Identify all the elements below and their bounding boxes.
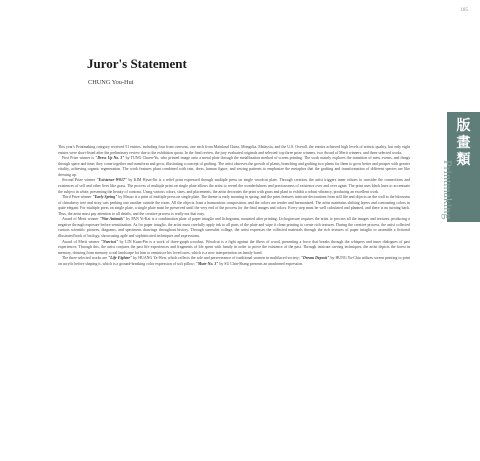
paragraph	[58, 240, 410, 257]
work-title: "Existence-W017"	[96, 178, 128, 183]
paragraph	[58, 256, 410, 267]
paragraph-text: by SU Chin-Shang presents an unadorned expression.	[218, 261, 304, 266]
work-title: "Mute-No. 3"	[195, 261, 219, 266]
paragraph	[58, 156, 410, 178]
paragraph-text: by TUNG Chuen-Yu, who printed image onto a metal plate through the metallization method of screen printing. The work mainly explores the transition of men, events, and things through space and time; they come together and transform and grow, illustrating a concept of grafting. The artist observes the growth of plants, branching and grafting two plants for them to grow better and prosper with greater vitality, achieving organic regeneration. The work features plant combined with rain, dress, human figure, and sewing patterns to emphasize the metaphor that the grafting and transformation of different species are like dressing up.	[58, 156, 411, 177]
paragraph-text: First Prize winner is	[62, 156, 96, 161]
paragraph-text: This year's Printmaking category received 51 entries, including four from overseas, one each from Mainland China, Mongolia, Malaysia, and the U.S. Overall, the entries achieved high levels of artistic quality, but only eight entries were short-listed after the preliminary review due to the exhibition quota. In the final review, the jury evaluated originals and selected: top three prize winners, two Award of Merit winners, and three selected works.	[58, 145, 410, 155]
paragraph-text: by Masao is a print of multiple press on single plate. The theme is early morning in spring, and the print features intricate decorations from still life and objects on the wall to the blossoms of chinaberry tree and stray cats peeking one another outside the room. All the objects form a harmonious composition, and the colors are tender and harmonized. The artist maintains shifting layers and contrasting colors in quite elegant. For multiple press on single plate, a single plate must be preserved until the very end of the process for the final images and colors. Every step must be well calculated and planned, and there is no turning back. Thus, the artist must pay attention to all details, and the creative process is really not that easy.	[58, 195, 410, 216]
work-title: "Life Fighter"	[108, 256, 133, 261]
paragraph-text: by PAN Yi-Kai is a combination plate of paper intaglio and lichograms, mounted after printing. Lichogravure requires the artist to process all the images and textures, producing a negative through exposure before sensitization. As for paper intaglio, the artist must carefully apply ink to all parts of the plate and wipe it clean printing to create rich textures. During the creative process, the artist collected various scientific pictures, diagrams, and specimens drawings throughout history. Through surrealist collage, the artist expresses the collected materials through the rich textures of paper intaglio to assemble a fictional illustrated book of biology, showcasing agile and sophisticated techniques and expressions.	[58, 217, 410, 238]
paragraph-text: Award of Merit winner	[62, 239, 101, 244]
paragraph-text: by KIM Hyun-Jin is a relief print expressed through multiple press on single woodcut plate. Through creation, the artist triggers inner echoes to consider the connections and existences of self and other lives like grass. The process of multiple print on single plate allows the artist to reveal the wonderfulness and preciousness of existence over and over again. The print uses black hues to accentuate the subject in white, presenting the beauty of contrast. Using various colors, sizes, and placements, the artist decorates the print with grass and plant to exhibit a robust vibrancy, producing an excellent work.	[58, 178, 410, 194]
work-title: "War Animals"	[99, 217, 126, 222]
paragraph	[58, 195, 410, 217]
article-body	[58, 145, 410, 267]
paragraph-text: Second Prize winner	[62, 178, 97, 183]
paragraph-text: The three selected works are	[62, 256, 109, 261]
paragraph-text: by HUANG Ya-Wen, which reflects the role and perseverance of traditional women in multilaced society;	[132, 256, 301, 261]
paragraph	[58, 217, 410, 239]
work-title: "Dress Up No. 3"	[95, 156, 125, 161]
category-char: 類	[456, 152, 471, 168]
category-label-english: Printmaking	[441, 160, 455, 220]
paragraph-text: Award of Merit winner	[62, 217, 100, 222]
category-char: 版	[456, 118, 471, 134]
work-title: "Narcissi"	[100, 239, 119, 244]
author-name: CHUNG You-Hui	[88, 79, 134, 86]
paragraph-text: by HUNG Yu-Chia utilizes screen printing to print on acrylic before shaping it, which is a ground-breaking color expression of soft pillow;	[58, 256, 410, 266]
paragraph-text: Third Prize winner	[62, 195, 93, 200]
paragraph	[58, 145, 410, 156]
work-title: "Dream Deposit"	[300, 256, 330, 261]
paragraph	[58, 178, 410, 195]
category-char: 畫	[456, 135, 471, 151]
page-number: 185	[460, 8, 468, 13]
paragraph-text: by LIN Kuan-Pin is a work of three-graph woodcut. Woodcut is a fight against the fibers of wood, presenting a force that breaks through the whispers and inner dialogues of past experiences. Through this, the artist conjures the past life experiences and fragments of life spent with family in order to prove the existence of the past. Through intricate carving techniques, the artist depicts the forest in memory, drawing from memory a real landscape for him to reminisce his loved ones, which is a new interpretation on family bond.	[58, 239, 410, 255]
work-title: "Early Spring"	[92, 195, 118, 200]
page-title: Juror's Statement	[87, 56, 187, 71]
